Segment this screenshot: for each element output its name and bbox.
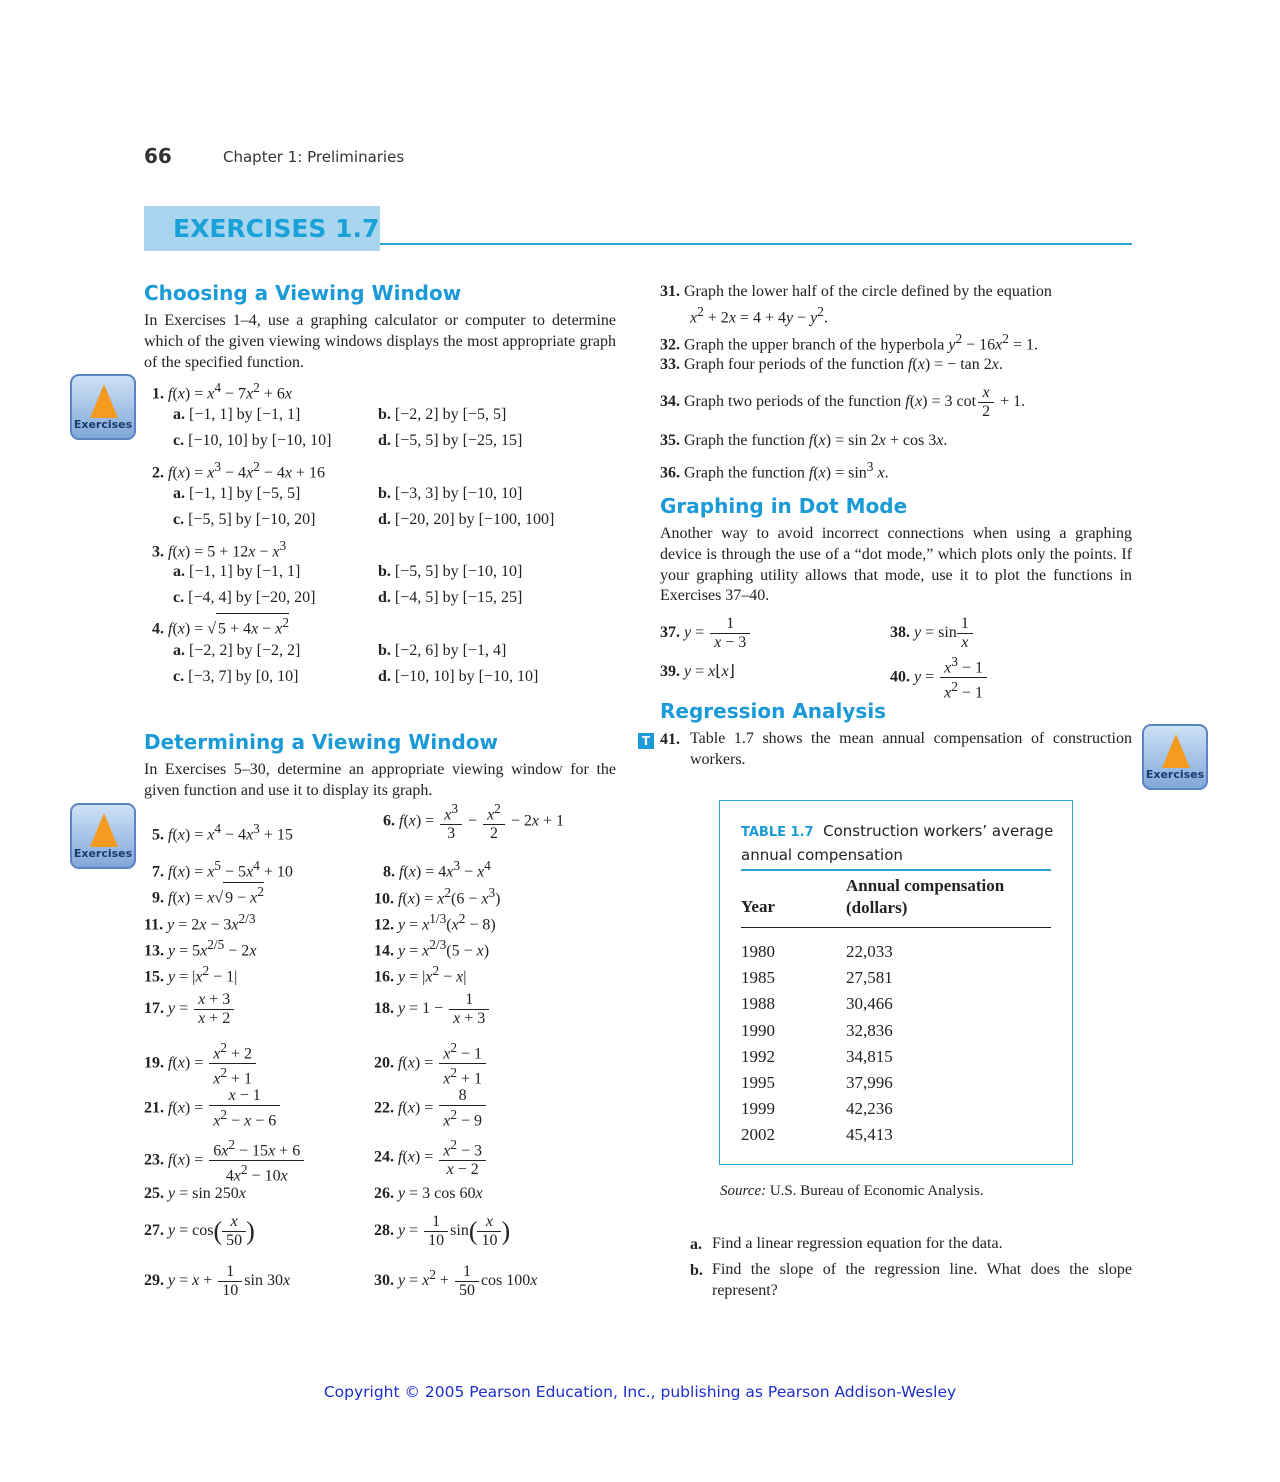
banner-title: EXERCISES 1.7 (173, 214, 380, 243)
compensation-cell: 27,581 (846, 968, 893, 988)
compensation-cell: 37,996 (846, 1073, 893, 1093)
exercise-29: 29. y = x + $\frac{1}{10}$ sin 30x (144, 1263, 291, 1299)
compensation-cell: 42,236 (846, 1099, 893, 1119)
exercise-3d: d. [−4, 5] by [−15, 25] (378, 589, 523, 606)
exercise-8: 8. $f(x) = 4x^3 - x^4$ (383, 858, 491, 881)
exercise-3a: a. [−1, 1] by [−1, 1] (173, 563, 301, 580)
column-header-year: Year (741, 897, 775, 916)
exercise-31-equation: $x^2 + 2x = 4 + 4y - y^2$. (690, 304, 828, 327)
exercise-33: 33. Graph four periods of the function f(x) = − tan 2x. (660, 356, 1003, 373)
exercise-5: 5. $f(x) = x^4 - 4x^3 + 15$ (152, 821, 293, 844)
exercise-12: 12. $y = x^{1/3}(x^2 - 8)$ (374, 911, 496, 934)
column-header-compensation: Annual compensation (dollars) (846, 876, 1005, 917)
exercise-1: 1. $f(x) = x^4 - 7x^2 + 6x$ (152, 380, 292, 403)
compensation-column (846, 939, 893, 1149)
exercise-11: 11. $y = 2x - 3x^{2/3}$ (144, 911, 256, 934)
section-heading-regression: Regression Analysis (660, 699, 887, 723)
exercise-22: 22. f(x) = $\frac{8}{x^2 - 9}$ (374, 1087, 488, 1130)
exercise-3: 3. $f(x) = 5 + 12x - x^3$ (152, 538, 287, 561)
exercise-39: 39. y = x⌊x⌋ (660, 663, 735, 680)
exercises-banner (144, 206, 380, 251)
section-intro-dot-mode: Another way to avoid incorrect connections when using a graphing device is through the use of a “dot mode,” which plots only the points. If your graphing utility allows that mode, use it to plot the functions in Exercises 37–40. (660, 525, 1132, 605)
exercise-14: 14. $y = x^{2/3}(5 - x)$ (374, 937, 490, 960)
exercise-3c: c. [−4, 4] by [−20, 20] (173, 589, 316, 606)
task-b-letter: b. (690, 1262, 703, 1279)
exercise-26: 26. y = 3 cos 60x (374, 1185, 483, 1202)
exercise-4: 4. f(x) = √ $5 + 4x - x^2$ (152, 615, 289, 638)
banner-rule (380, 243, 1132, 245)
year-cell: 1988 (741, 994, 775, 1014)
exercise-13: 13. $y = 5x^{2/5} - 2x$ (144, 937, 257, 960)
exercises-cone-icon (90, 813, 118, 847)
table-source: Source: U.S. Bureau of Economic Analysis. (720, 1183, 984, 1199)
chapter-title: Chapter 1: Preliminaries (223, 148, 405, 166)
section-intro-choosing: In Exercises 1–4, use a graphing calculator or computer to determine which of the given viewing windows displays the most appropriate graph of the specified function. (144, 312, 616, 371)
exercise-18: 18. y = 1 − $\frac{1}{x + 3}$ (374, 991, 491, 1028)
exercise-23: 23. f(x) = $\frac{6x^2 - 15x + 6}{4x^2 - 10x}$ (144, 1136, 306, 1186)
compensation-cell: 34,815 (846, 1046, 893, 1066)
exercise-2c: c. [−5, 5] by [−10, 20] (173, 511, 316, 528)
exercise-4d: d. [−10, 10] by [−10, 10] (378, 668, 539, 685)
table-header-rule (741, 927, 1051, 928)
exercise-28: 28. y = $\frac{1}{10}$ sin( $\frac{x}{10}$ ) (374, 1213, 511, 1249)
compensation-cell: 32,836 (846, 1020, 893, 1040)
exercise-38: 38. y = sin $\frac{1}{x}$ (890, 615, 973, 652)
exercise-31: 31. Graph the lower half of the circle defined by the equation (660, 283, 1052, 300)
task-a-letter: a. (690, 1236, 702, 1253)
exercises-cone-icon (1162, 734, 1190, 768)
exercise-32: 32. Graph the upper branch of the hyperbola $y^2 - 16x^2 = 1$. (660, 331, 1038, 354)
exercises-badge[interactable] (1142, 724, 1208, 790)
copyright-footer: Copyright © 2005 Pearson Education, Inc., publishing as Pearson Addison-Wesley (323, 1383, 957, 1401)
exercise-1c: c. [−10, 10] by [−10, 10] (173, 432, 332, 449)
year-cell: 1980 (741, 942, 775, 961)
compensation-cell: 45,413 (846, 1125, 893, 1145)
exercise-1b: b. [−2, 2] by [−5, 5] (378, 406, 507, 423)
exercise-3b: b. [−5, 5] by [−10, 10] (378, 563, 523, 580)
section-heading-choosing: Choosing a Viewing Window (144, 281, 462, 305)
task-a-text: Find a linear regression equation for the data. (712, 1235, 1003, 1252)
page-number: 66 (144, 144, 172, 168)
year-column (741, 939, 775, 1149)
table-1-7 (719, 800, 1073, 1165)
section-heading-dot-mode: Graphing in Dot Mode (660, 494, 908, 518)
compensation-cell: 22,033 (846, 942, 893, 961)
section-heading-determining: Determining a Viewing Window (144, 730, 499, 754)
exercise-41-text: Table 1.7 shows the mean annual compensation of construction workers. (690, 730, 1132, 768)
exercise-40: 40. y = $\frac{x^3 - 1}{x^2 - 1}$ (890, 653, 989, 703)
badge-label: Exercises (1145, 768, 1205, 781)
exercise-4c: c. [−3, 7] by [0, 10] (173, 668, 299, 685)
exercise-41-number: 41. (660, 731, 680, 748)
table-caption: TABLE 1.7 Construction workers’ average annual compensation (741, 822, 1054, 864)
exercise-2a: a. [−1, 1] by [−5, 5] (173, 485, 301, 502)
exercise-2d: d. [−20, 20] by [−100, 100] (378, 511, 555, 528)
exercise-21: 21. f(x) = $\frac{x - 1}{x^2 - x - 6}$ (144, 1087, 282, 1130)
exercise-30: 30. $y = x^2$ + $\frac{1}{50}$ cos 100x (374, 1263, 538, 1299)
exercise-2: 2. $f(x) = x^3 - 4x^2 - 4x + 16$ (152, 459, 326, 482)
exercise-9: 9. f(x) = x√ $9 - x^2$ (152, 884, 264, 907)
exercise-25: 25. y = sin 250x (144, 1185, 246, 1202)
exercise-10: 10. $f(x) = x^2(6 - x^3)$ (374, 885, 501, 908)
exercise-20: 20. f(x) = $\frac{x^2 - 1}{x^2 + 1}$ (374, 1039, 488, 1089)
exercise-4b: b. [−2, 6] by [−1, 4] (378, 642, 507, 659)
exercise-37: 37. y = $\frac{1}{x - 3}$ (660, 615, 752, 652)
technology-tag-icon: T (638, 733, 654, 749)
exercises-cone-icon (90, 384, 118, 418)
exercise-4a: a. [−2, 2] by [−2, 2] (173, 642, 301, 659)
exercise-2b: b. [−3, 3] by [−10, 10] (378, 485, 523, 502)
exercise-24: 24. f(x) = $\frac{x^2 - 3}{x - 2}$ (374, 1136, 488, 1179)
exercise-7: 7. $f(x) = x^5 - 5x^4 + 10$ (152, 858, 293, 881)
exercise-15: 15. $y = |x^2 - 1|$ (144, 963, 238, 986)
task-b-text: Find the slope of the regression line. What does the slope represent? (712, 1261, 1132, 1299)
exercise-36: 36. Graph the function $f(x) = \sin^3 x$. (660, 459, 889, 482)
exercises-badge[interactable] (70, 803, 136, 869)
exercise-34: 34. Graph two periods of the function f(x) = 3 cot $\frac{x}{2}$ + 1. (660, 384, 1026, 420)
exercise-6: 6. f(x) = $\frac{x^3}{3}$ − $\frac{x^2}{2}$ − 2x + 1 (383, 801, 565, 843)
exercise-35: 35. Graph the function f(x) = sin 2x + cos 3x. (660, 432, 948, 449)
section-intro-determining: In Exercises 5–30, determine an appropriate viewing window for the given function and use it to display its graph. (144, 761, 616, 799)
year-cell: 1985 (741, 968, 775, 988)
exercises-badge[interactable] (70, 374, 136, 440)
table-top-rule (741, 869, 1051, 871)
year-cell: 1992 (741, 1046, 775, 1066)
exercise-1a: a. [−1, 1] by [−1, 1] (173, 406, 301, 423)
badge-label: Exercises (73, 418, 133, 431)
year-cell: 2002 (741, 1125, 775, 1145)
year-cell: 1999 (741, 1099, 775, 1119)
exercise-19: 19. f(x) = $\frac{x^2 + 2}{x^2 + 1}$ (144, 1039, 258, 1089)
badge-label: Exercises (73, 847, 133, 860)
compensation-cell: 30,466 (846, 994, 893, 1014)
exercise-27: 27. y = cos( $\frac{x}{50}$ ) (144, 1213, 255, 1249)
exercise-17: 17. y = $\frac{x + 3}{x + 2}$ (144, 991, 236, 1028)
year-cell: 1995 (741, 1073, 775, 1093)
exercise-16: 16. $y = |x^2 - x|$ (374, 963, 467, 986)
year-cell: 1990 (741, 1020, 775, 1040)
exercise-1d: d. [−5, 5] by [−25, 15] (378, 432, 523, 449)
